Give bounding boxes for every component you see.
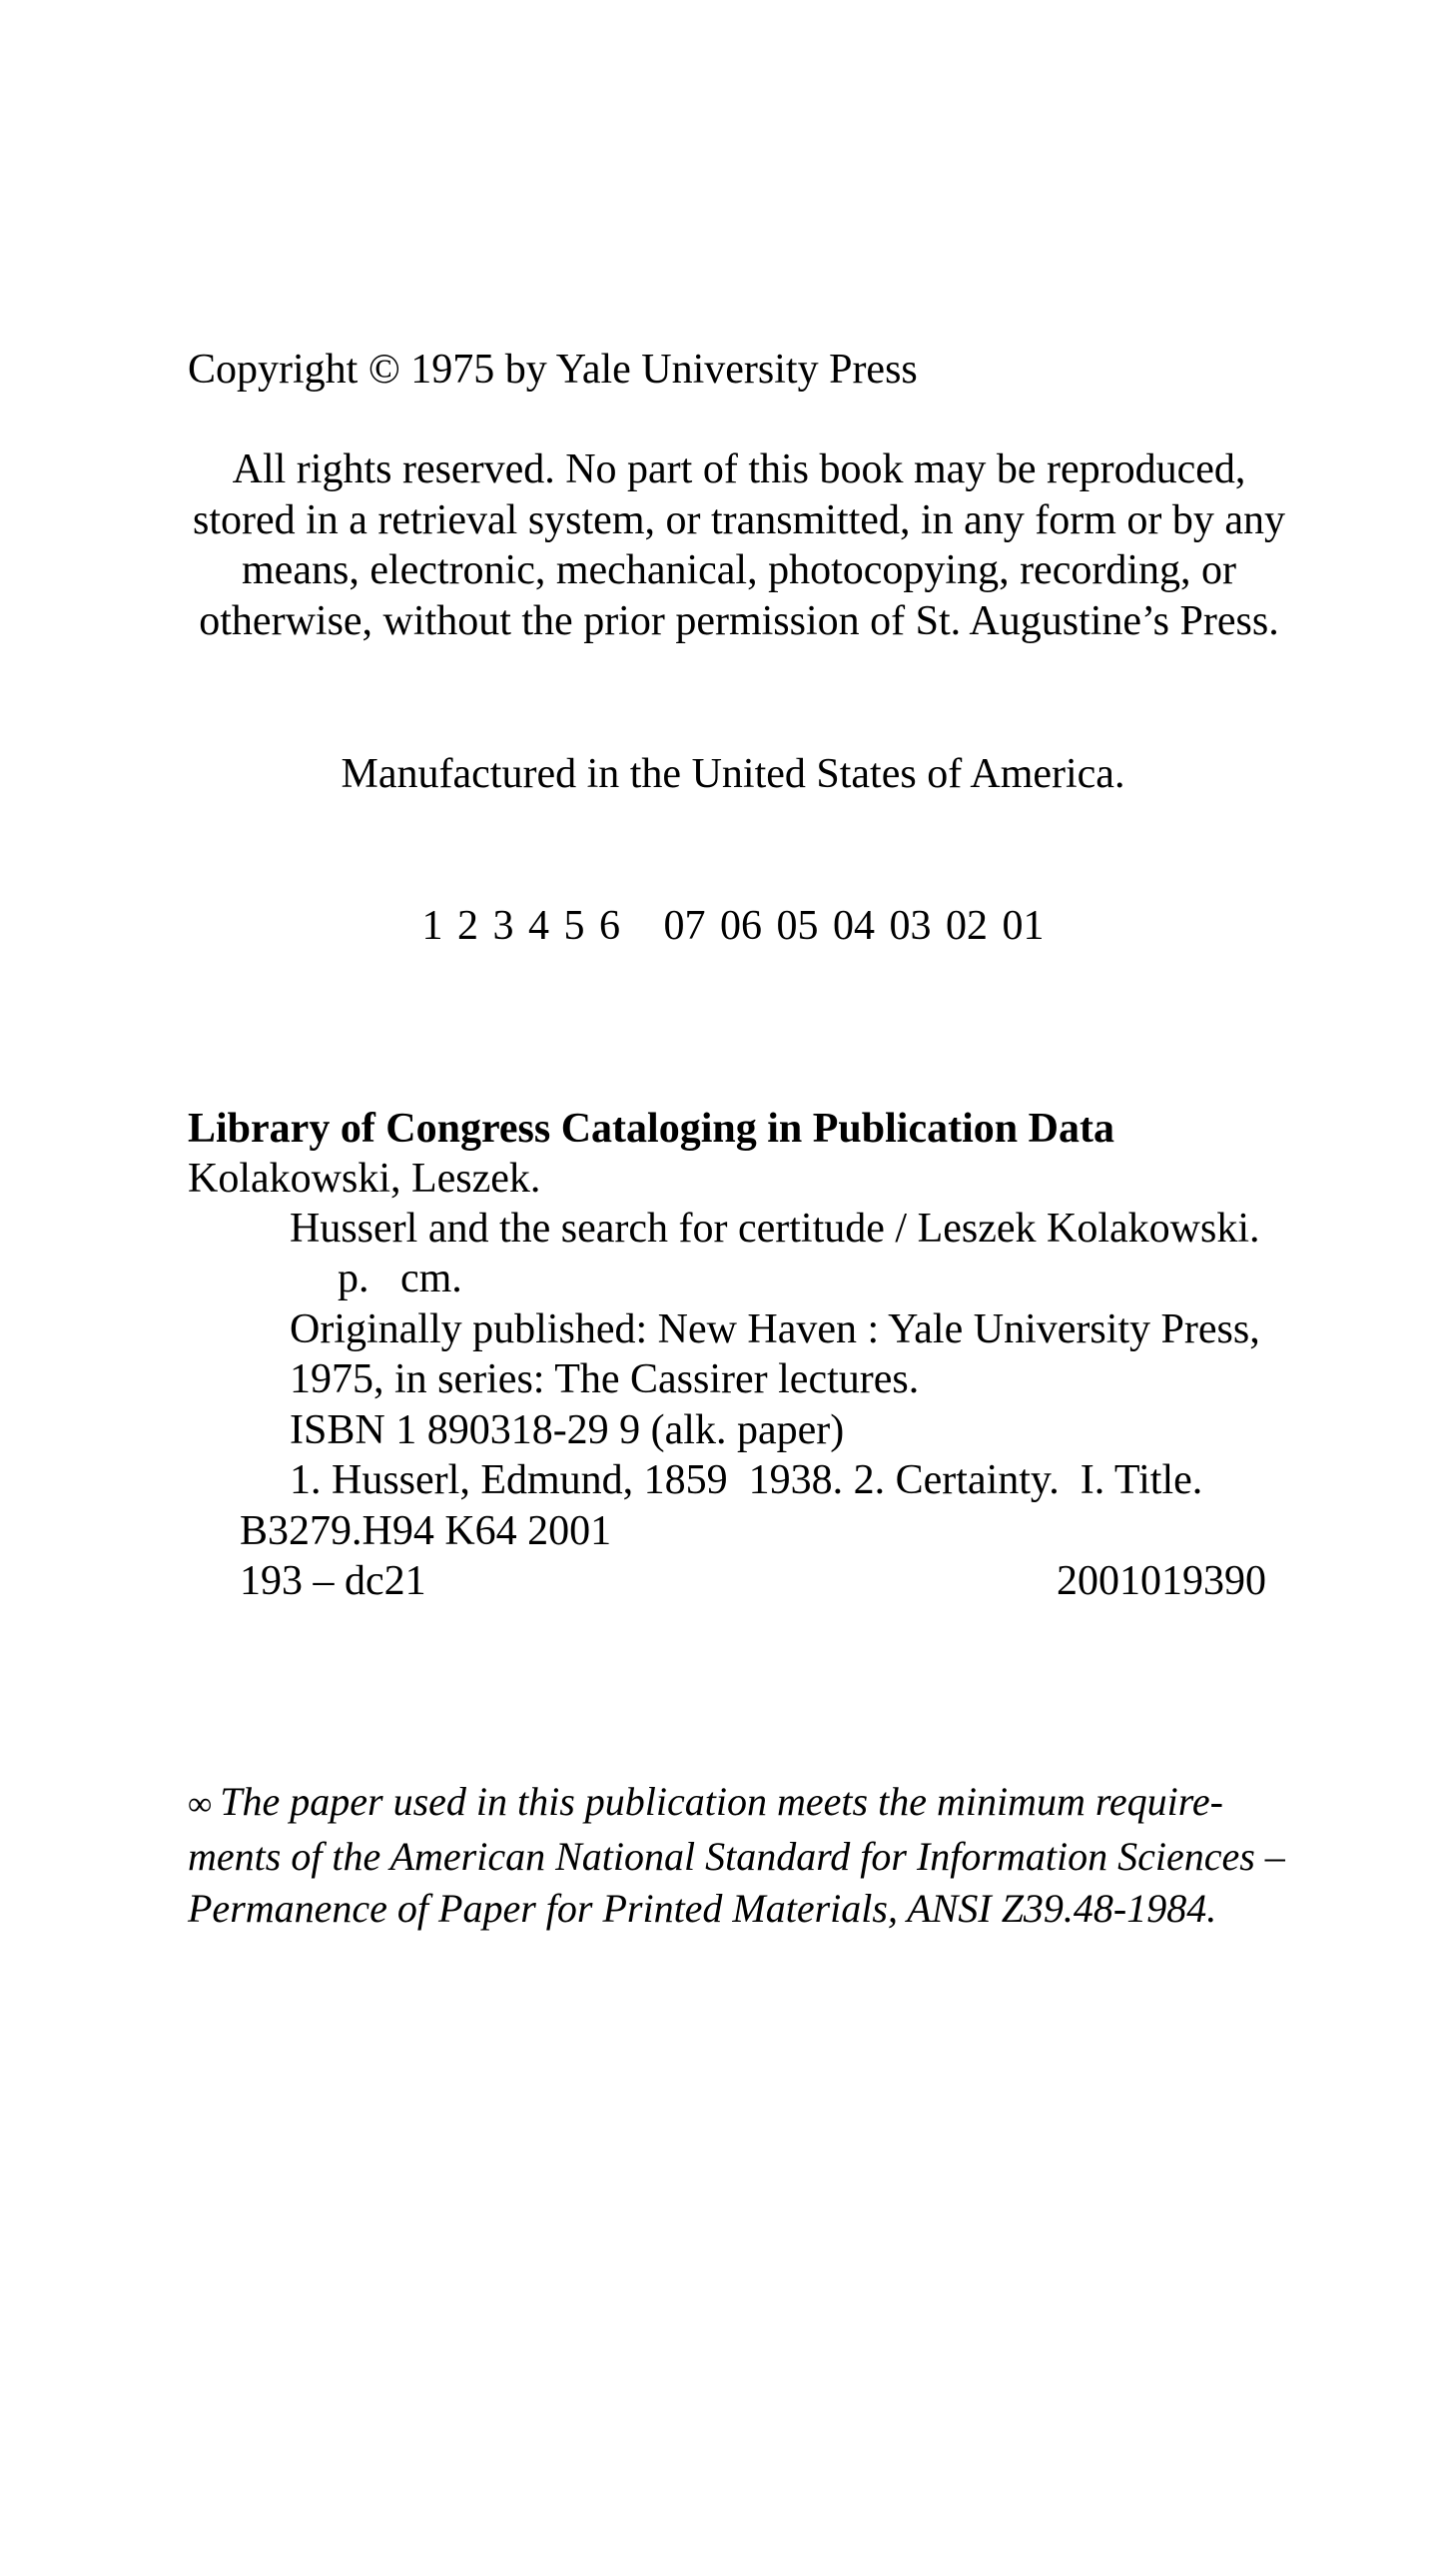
cip-note-line: Originally published: New Haven : Yale University Press, — [290, 1306, 1260, 1352]
cip-subjects: 1. Husserl, Edmund, 1859 1938. 2. Certainty. I. Title. — [290, 1457, 1203, 1503]
copyright-notice: Copyright © 1975 by Yale University Press — [188, 347, 918, 393]
cip-lccn: 2001019390 — [1057, 1558, 1266, 1604]
paper-note-line: ments of the American National Standard for Information Sciences – — [188, 1834, 1285, 1879]
cip-pagination: p. cm. — [338, 1256, 462, 1301]
cip-author: Kolakowski, Leszek. — [188, 1156, 541, 1202]
cip-note-line: 1975, in series: The Cassirer lectures. — [290, 1356, 920, 1402]
infinity-icon: ∞ — [188, 1786, 213, 1823]
cip-isbn: ISBN 1 890318-29 9 (alk. paper) — [290, 1407, 845, 1453]
cip-call-number: B3279.H94 K64 2001 — [240, 1508, 612, 1554]
rights-line: otherwise, without the prior permission of St. Augustine’s Press. — [199, 597, 1279, 644]
cip-title-line: Husserl and the search for certitude / Leszek Kolakowski. — [290, 1206, 1260, 1252]
rights-statement — [180, 444, 1298, 646]
paper-permanence-note — [188, 1776, 1285, 1935]
rights-line: All rights reserved. No part of this book may be reproduced, — [232, 446, 1246, 492]
cip-heading: Library of Congress Cataloging in Publication Data — [188, 1106, 1114, 1152]
rights-line: stored in a retrieval system, or transmitted, in any form or by any — [192, 496, 1286, 543]
paper-note-line — [188, 1776, 1285, 1831]
cip-dewey: 193 – dc21 — [240, 1558, 426, 1604]
paper-note-line: Permanence of Paper for Printed Materials, ANSI Z39.48-1984. — [188, 1886, 1217, 1931]
manufactured-statement: Manufactured in the United States of America. — [341, 751, 1125, 797]
paper-note-text: The paper used in this publication meets the minimum require- — [220, 1779, 1223, 1824]
rights-line: means, electronic, mechanical, photocopying, recording, or — [242, 547, 1236, 593]
printing-line: 1 2 3 4 5 6 07 06 05 04 03 02 01 — [421, 903, 1045, 949]
